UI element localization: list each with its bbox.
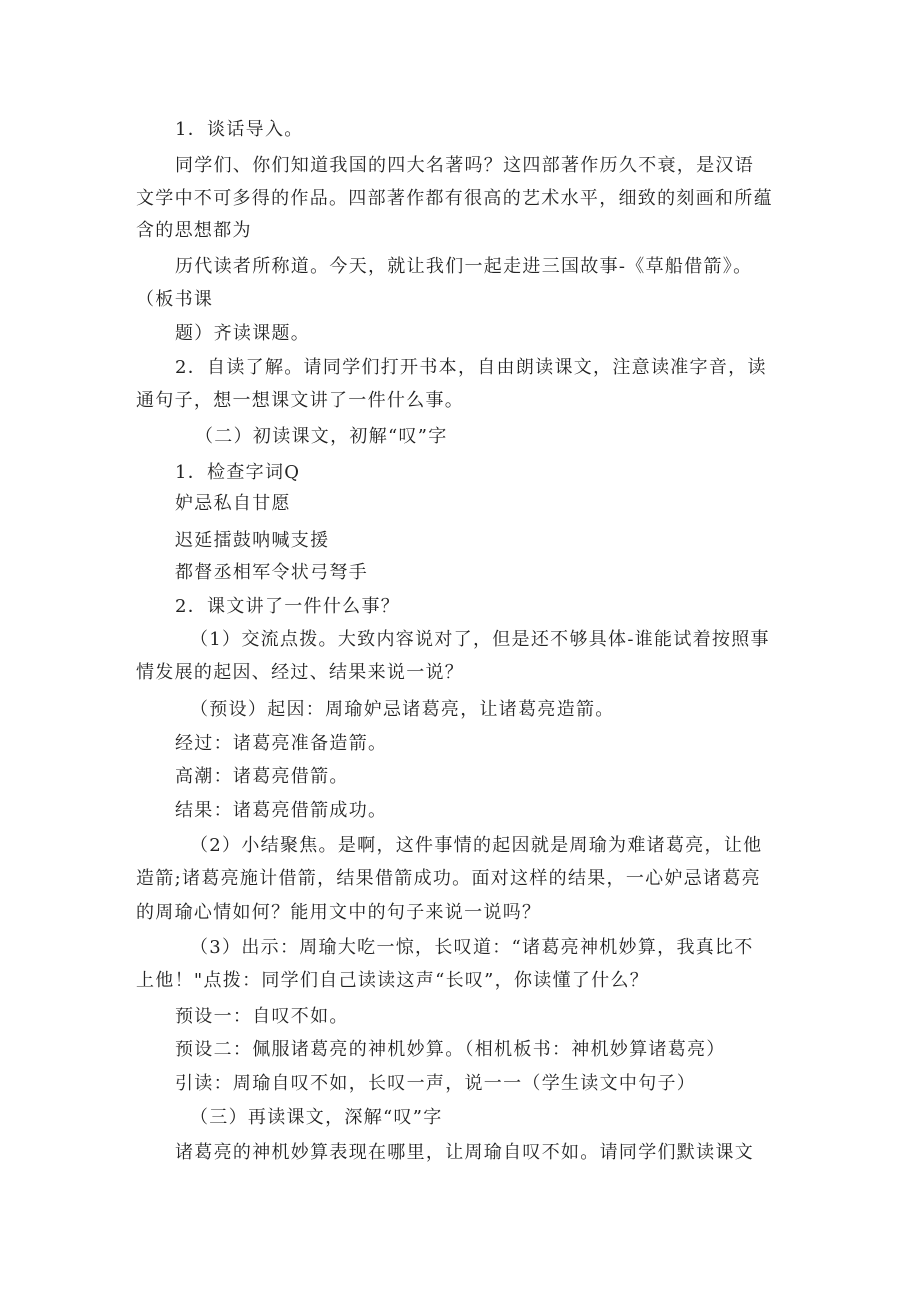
text-line: 预设二：佩服诸葛亮的神机妙算。（相机板书：神机妙算诸葛亮）	[175, 1039, 726, 1060]
text-line: 同学们、你们知道我国的四大名著吗？这四部著作历久不衰，是汉语	[175, 155, 754, 176]
text-line: 含的思想都为	[136, 220, 252, 241]
text-line: 诸葛亮的神机妙算表现在哪里，让周瑜自叹不如。请同学们默读课文	[175, 1142, 754, 1163]
text-line: 题）齐读课题。	[175, 323, 311, 344]
section-heading: （三）再读课文，深解“叹”字	[190, 1107, 443, 1128]
text-line: 历代读者所称道。今天，就让我们一起走进三国故事-《草船借箭》。	[175, 256, 753, 277]
text-line: （预设）起因：周瑜妒忌诸葛亮，让诸葛亮造箭。	[190, 699, 615, 720]
text-line: 上他！"点拨：同学们自己读读这声“长叹”，你读懂了什么？	[136, 970, 650, 991]
text-line: 造箭;诸葛亮施计借箭，结果借箭成功。面对这样的结果，一心妒忌诸葛亮	[136, 868, 761, 889]
text-line: 高潮：诸葛亮借箭。	[175, 766, 349, 787]
text-line: 文学中不可多得的作品。四部著作都有很高的艺术水平，细致的刻画和所蕴	[136, 188, 773, 209]
vocab-line: 迟延擂鼓呐喊支援	[175, 530, 330, 551]
text-line: （3）出示：周瑜大吃一惊，长叹道：“诸葛亮神机妙算，我真比不	[190, 937, 754, 958]
text-line: （2）小结聚焦。是啊，这件事情的起因就是周瑜为难诸葛亮，让他	[190, 835, 763, 856]
text-line: 的周瑜心情如何？能用文中的句子来说一说吗？	[136, 902, 542, 923]
text-line: （1）交流点拨。大致内容说对了，但是还不够具体-谁能试着按照事	[190, 629, 770, 650]
text-line: 2．自读了解。请同学们打开书本，自由朗读课文，注意读准字音，读	[175, 357, 767, 378]
section-heading: （二）初读课文，初解“叹”字	[195, 426, 448, 447]
vocab-line: 妒忌私自甘愿	[175, 493, 291, 514]
text-line: 情发展的起因、经过、结果来说一说？	[136, 662, 465, 683]
text-line: 2．课文讲了一件什么事？	[175, 596, 401, 617]
text-line: 1．谈话导入。	[175, 119, 304, 140]
text-line: 预设一：自叹不如。	[175, 1006, 349, 1027]
text-line: 引读：周瑜自叹不如，长叹一声，说一一（学生读文中句子）	[175, 1073, 697, 1094]
text-line: 1．检查字词Q	[175, 462, 301, 483]
text-line: （板书课	[136, 289, 214, 310]
text-line: 通句子，想一想课文讲了一件什么事。	[136, 390, 465, 411]
text-line: 结果：诸葛亮借箭成功。	[175, 800, 388, 821]
vocab-line: 都督丞相军令状弓弩手	[175, 562, 368, 583]
text-line: 经过：诸葛亮准备造箭。	[175, 733, 388, 754]
